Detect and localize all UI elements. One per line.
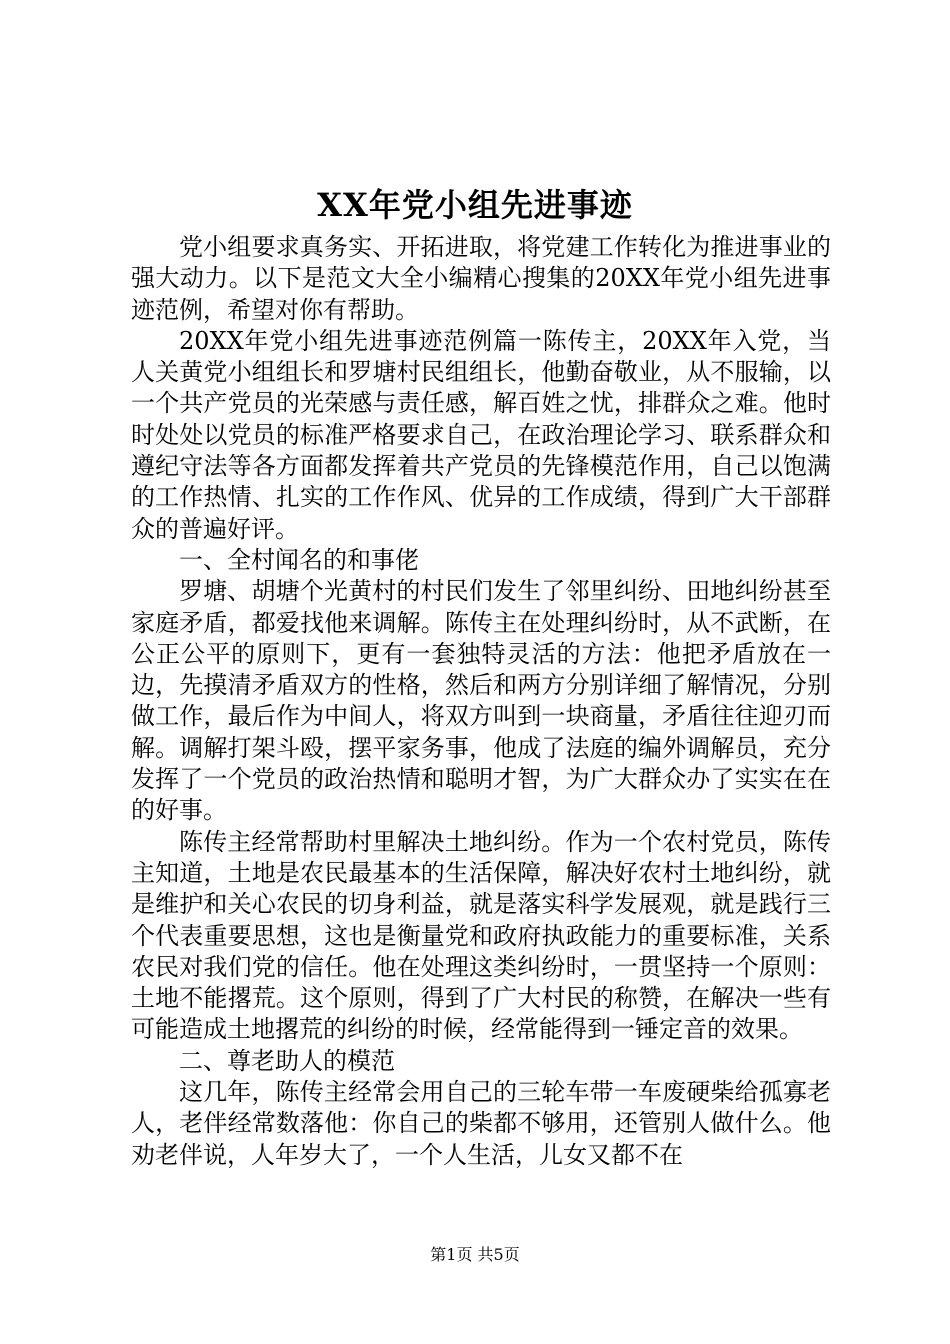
section-heading-2: 二、尊老助人的模范 (179, 1046, 395, 1075)
paragraph-profile: 20XX年党小组先进事迹范例篇一陈传主，20XX年入党，当人关黄党小组组长和罗塘村民组组长，他勤奋敬业，从不服输，以一个共产党员的光荣感与责任感，解百姓之忧，排群众之难。他时时处处以党员的标准严格要求自己，在政治理论学习、联系群众和遵纪守法等各方面都发挥着共产党员的先锋模范作用，自己以饱满的工作热情、扎实的工作作风、优异的工作成绩，得到广大干部群众的普遍好评。 (131, 326, 831, 543)
paragraph-mediator: 罗塘、胡塘个光黄村的村民们发生了邻里纠纷、田地纠纷甚至家庭矛盾，都爱找他来调解。陈传主在处理纠纷时，从不武断，在公正公平的原则下，更有一套独特灵活的方法：他把矛盾放在一边，先摸清矛盾双方的性格，然后和两方分别详细了解情况，分别做工作，最后作为中间人，将双方叫到一块商量，矛盾往往迎刃而解。调解打架斗殴，摆平家务事，他成了法庭的编外调解员，充分发挥了一个党员的政治热情和聪明才智，为广大群众办了实实在在的好事。 (131, 577, 831, 825)
paragraph-intro: 党小组要求真务实、开拓进取，将党建工作转化为推进事业的强大动力。以下是范文大全小编精心搜集的20XX年党小组先进事迹范例，希望对你有帮助。 (131, 233, 831, 324)
page-footer: 第1页 共5页 (430, 1245, 520, 1264)
paragraph-land-dispute: 陈传主经常帮助村里解决土地纠纷。作为一个农村党员，陈传主知道，土地是农民最基本的生活保障，解决好农村土地纠纷，就是维护和关心农民的切身利益，就是落实科学发展观，就是践行三个代表重要思想，这也是衡量党和政府执政能力的重要标准，关系农民对我们党的信任。他在处理这类纠纷时，一贯坚持一个原则：土地不能撂荒。这个原则，得到了广大村民的称赞，在解决一些有可能造成土地撂荒的纠纷的时候，经常能得到一锤定音的效果。 (131, 827, 831, 1044)
document-title: XX年党小组先进事迹 (317, 186, 633, 224)
section-heading-1: 一、全村闻名的和事佬 (179, 545, 419, 574)
document-body (131, 232, 831, 1171)
paragraph-elderly: 这几年，陈传主经常会用自己的三轮车带一车废硬柴给孤寡老人，老伴经常数落他：你自己的柴都不够用，还管别人做什么。他劝老伴说，人年岁大了，一个人生活，儿女又都不在 (131, 1078, 831, 1169)
